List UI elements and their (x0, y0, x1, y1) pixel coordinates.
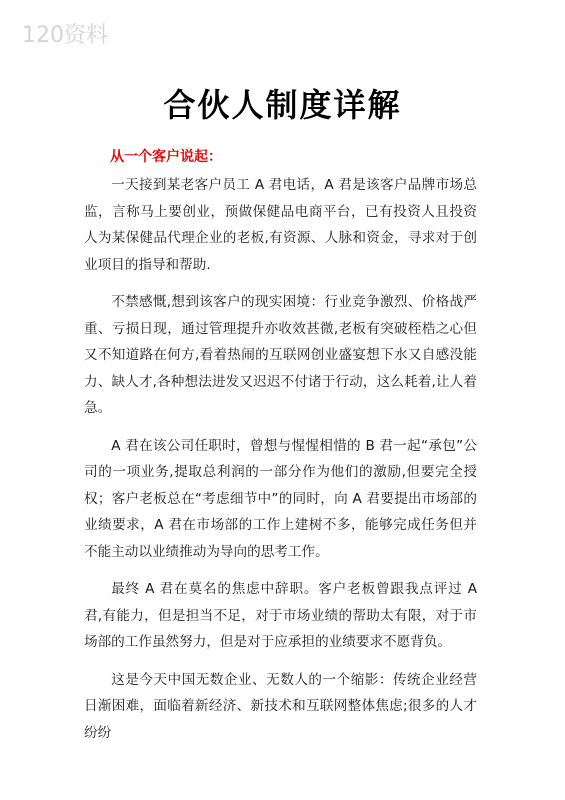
paragraph: 最终 A 君在莫名的焦虑中辞职。客户老板曾跟我点评过 A 君,有能力，但是担当不足，对于市场业绩的帮助太有限，对于市场部的工作虽然努力，但是对于应承担的业绩要求不愿背负。 (84, 581, 477, 650)
paragraph: 一天接到某老客户员工 A 君电话，A 君是该客户品牌市场总监，言称马上要创业，预做保健品电商平台，已有投资人且投资人为某保健品代理企业的老板,有资源、人脉和资金，寻求对于创业项目的指导和帮助. (84, 177, 477, 273)
document-title: 合伙人制度详解 (163, 86, 402, 124)
paragraph: A 君在该公司任职时，曾想与惺惺相惜的 B 君一起“承包”公司的一项业务,提取总利润的一部分作为他们的激励,但要完全授权；客户老板总在“考虑细节中”的同时，向 A 君要提出市场部的业绩要求，A 君在市场部的工作上建树不多，能够完成任务但并不能主动以业绩推动为导向的思考工作。 (84, 437, 477, 560)
paragraph: 这是今天中国无数企业、无数人的一个缩影：传统企业经营日渐困难，面临着新经济、新技术和互联网整体焦虑;很多的人才纷纷 (84, 671, 477, 741)
document-body (84, 172, 477, 757)
watermark: 120资料 (22, 23, 108, 48)
paragraph: 不禁感慨,想到该客户的现实困境：行业竞争激烈、价格战严重、亏损日现，通过管理提升亦收效甚微,老板有突破桎梏之心但又不知道路在何方,看着热闹的互联网创业盛宴想下水又自感没能力、缺人才,各种想法进发又迟迟不付诸于行动，这么耗着,让人着急。 (84, 294, 477, 416)
section-subheading: 从一个客户说起： (110, 149, 222, 165)
